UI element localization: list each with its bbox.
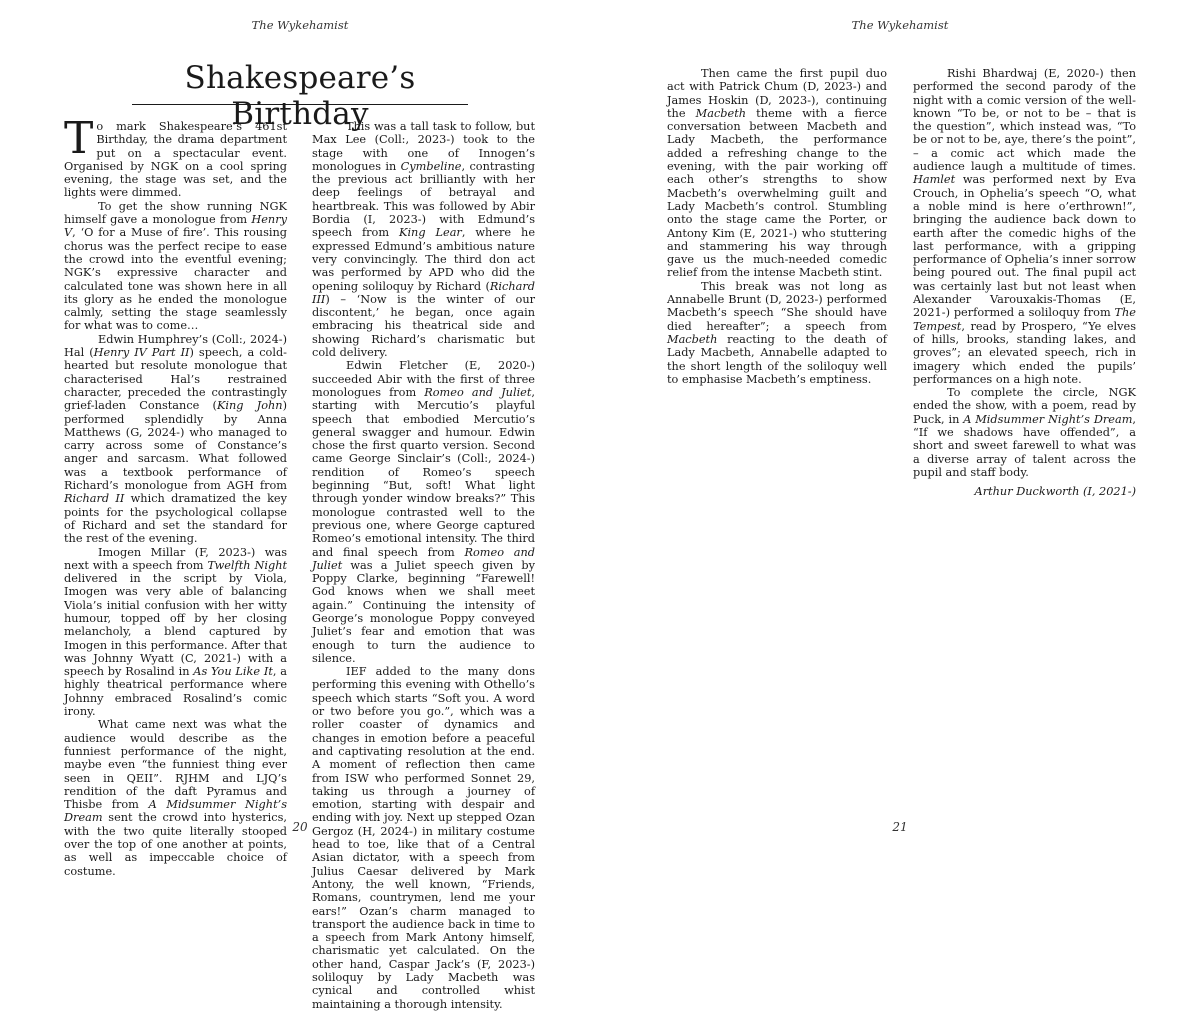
paragraph-6: This was a tall task to follow, but Max Lee (Coll:, 2023-) took to the stage with one of Innogen’s monologues in Cymbeline, contrasting the previous act brilliantly with her deep feelings of betrayal and heartbreak. This was followed by Abir Bordia (I, 2023-) with Edmund’s speech from King Lear, where he expressed Edmund’s ambitious nature very convincingly. The third don act was performed by APD who did the opening soliloquy by Richard (Richard III) – ‘Now is the winter of our discontent,’ he began, once again embracing his theatrical side and showing Richard’s charismatic but cold delivery. (312, 120, 536, 360)
paragraph-7: Edwin Fletcher (E, 2020-) succeeded Abir with the first of three monologues from Romeo and Juliet, starting with Mercutio’s playful speech that embodied Mercutio’s general swagger and humour. Edwin chose the first quarto version. Second came George Sinclair’s (Coll:, 2024-) rendition of Romeo’s speech beginning “But, soft! What light through yonder window breaks?” This monologue contrasted well to the previous one, where George captured Romeo’s emotional intensity. The third and final speech from Romeo and Juliet was a Juliet speech given by Poppy Clarke, beginning “Farewell! God knows when we shall meet again.” Continuing the intensity of George’s monologue Poppy conveyed Juliet’s fear and emotion that was enough to turn the audience to silence. (312, 359, 535, 665)
column-2 (312, 120, 535, 1011)
paragraph-8: IEF added to the many dons performing this evening with Othello’s speech which starts “Soft you. A word or two before you go.”, which was a roller coaster of dynamics and changes in emotion before a peaceful and captivating resolution at the end. A moment of reflection then came from ISW who performed Sonnet 29, taking us through a journey of emotion, starting with despair and ending with joy. Next up stepped Ozan Gergoz (H, 2024-) in military costume head to toe, like that of a Central Asian dictator, with a speech from Julius Caesar delivered by Mark Antony, the well known, “Friends, Romans, countrymen, lend me your ears!” Ozan’s charm managed to transport the audience back in time to a speech from Mark Antony himself, charismatic yet calculated. On the other hand, Caspar Jack’s (F, 2023-) soliloquy by Lady Macbeth was cynical and controlled whist maintaining a thorough intensity. (312, 665, 535, 1011)
article-title: Shakespeare’s Birthday (184, 60, 416, 132)
paragraph-11: Rishi Bhardwaj (E, 2020-) then performed the second parody of the night with a comic version of the well-known “To be, or not to be – that is the question”, which instead was, “To be or not to be, aye, there’s the point”, – a comic act which made the audience laugh a multitude of times. Hamlet was performed next by Eva Crouch, in Ophelia’s speech “O, what a noble mind is here o’erthrown!”, bringing the audience back down to earth after the comedic highs of the last performance, with a gripping performance of Ophelia’s inner sorrow being poured out. The final pupil act was certainly last but not least when Alexander Varouxakis-Thomas (E, 2021-) performed a soliloquy from The Tempest, read by Prospero, “Ye elves of hills, brooks, standing lakes, and groves”; an elevated speech, rich in imagery which ended the pupils’ performances on a high note. (913, 67, 1137, 386)
paragraph-3: Edwin Humphrey’s (Coll:, 2024-) Hal (Henry IV Part II) speech, a cold-hearted but resolute monologue that characterised Hal’s restrained character, preceded the contrastingly grief-laden Constance (King John) performed splendidly by Anna Matthews (G, 2024-) who managed to carry across some of Constance’s anger and sarcasm. What followed was a textbook performance of Richard’s monologue from AGH from Richard II which dramatized the key points for the psychological collapse of Richard and set the standard for the rest of the evening. (64, 332, 287, 546)
paragraph-5: What came next was what the audience would describe as the funniest performance of the night, maybe even “the funniest thing ever seen in QEII”. RJHM and LJQ’s rendition of the daft Pyramus and Thisbe from A Midsummer Night’s Dream sent the crowd into hysterics, with the two quite literally stooped over the top of one another at points, as well as impeccable choice of costume. (64, 718, 287, 878)
page-number-right: 21 (892, 820, 908, 834)
column-3 (667, 67, 887, 386)
page-number-left: 20 (292, 820, 308, 834)
column-1 (64, 113, 288, 878)
title-rule (132, 104, 468, 105)
running-head-left: The Wykehamist (251, 18, 349, 32)
author-signature: Arthur Duckworth (I, 2021-) (974, 485, 1136, 499)
running-head-right: The Wykehamist (851, 18, 949, 32)
drop-cap: T (64, 113, 94, 164)
paragraph-10: This break was not long as Annabelle Brunt (D, 2023-) performed Macbeth’s speech “She should have died hereafter”; a speech from Macbeth reacting to the death of Lady Macbeth, Annabelle adapted to the short length of the soliloquy well to emphasise Macbeth’s emptiness. (667, 279, 887, 386)
column-4 (913, 67, 1136, 499)
paragraph-9: Then came the first pupil duo act with Patrick Chum (D, 2023-) and James Hoskin (D, 2023-), continuing the Macbeth theme with a fierce conversation between Macbeth and Lady Macbeth, the performance added a refreshing change to the evening, with the pair working off each other’s strengths to show Macbeth’s overwhelming guilt and Lady Macbeth’s control. Stumbling onto the stage came the Porter, or Antony Kim (E, 2021-) who stuttering and stammering his way through gave us the much-needed comedic relief from the intense Macbeth stint. (667, 67, 887, 280)
paragraph-4: Imogen Millar (F, 2023-) was next with a speech from Twelfth Night delivered in the script by Viola, Imogen was very able of balancing Viola’s initial confusion with her witty humour, topped off by her closing melancholy, a blend captured by Imogen in this performance. After that was Johnny Wyatt (C, 2021-) with a speech by Rosalind in As You Like It, a highly theatrical performance where Johnny embraced Rosalind’s comic irony. (64, 545, 288, 719)
paragraph-1: To mark Shakespeare’s 461st Birthday, the drama department put on a spectacular event. Organised by NGK on a cool spring evening, the stage was set, and the lights were dimmed. (64, 113, 287, 200)
paragraph-12: To complete the circle, NGK ended the show, with a poem, read by Puck, in A Midsummer Night’s Dream, “If we shadows have offended”, a short and sweet farewell to what was a diverse array of talent across the pupil and staff body. (913, 386, 1137, 479)
paragraph-2: To get the show running NGK himself gave a monologue from Henry V, ‘O for a Muse of fire’. This rousing chorus was the perfect recipe to ease the crowd into the eventful evening; NGK’s expressive character and calculated tone was shown here in all its glory as he ended the monologue calmly, setting the stage seamlessly for what was to come… (64, 199, 287, 333)
